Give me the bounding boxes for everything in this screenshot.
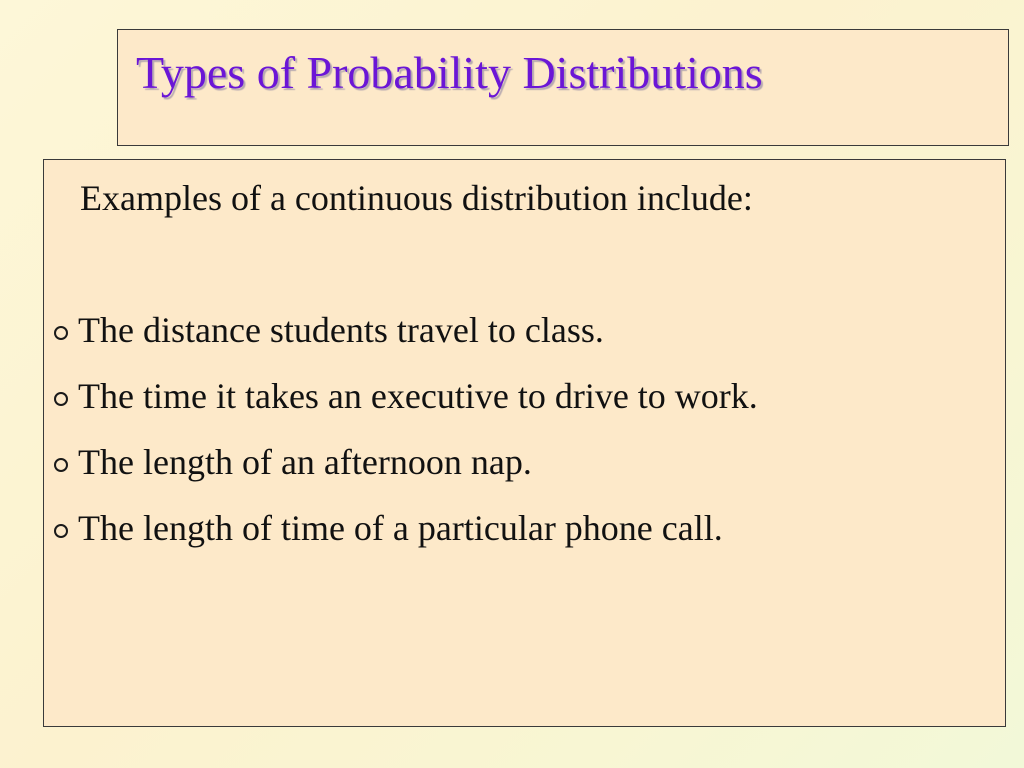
hollow-circle-bullet-icon bbox=[54, 458, 68, 472]
bullet-text: The distance students travel to class. bbox=[78, 310, 604, 350]
bullet-item bbox=[54, 440, 758, 506]
bullet-text: The length of an afternoon nap. bbox=[78, 442, 532, 482]
hollow-circle-bullet-icon bbox=[54, 326, 68, 340]
content-placeholder bbox=[43, 159, 1006, 727]
bullet-list bbox=[54, 308, 758, 572]
bullet-item bbox=[54, 308, 758, 374]
bullet-text: The time it takes an executive to drive to work. bbox=[78, 376, 758, 416]
hollow-circle-bullet-icon bbox=[54, 392, 68, 406]
intro-text: Examples of a continuous distribution include: bbox=[80, 178, 753, 218]
hollow-circle-bullet-icon bbox=[54, 524, 68, 538]
bullet-item bbox=[54, 506, 758, 572]
bullet-item bbox=[54, 374, 758, 440]
title-placeholder bbox=[117, 29, 1009, 146]
bullet-text: The length of time of a particular phone call. bbox=[78, 508, 723, 548]
slide-title: Types of Probability Distributions bbox=[136, 47, 763, 98]
